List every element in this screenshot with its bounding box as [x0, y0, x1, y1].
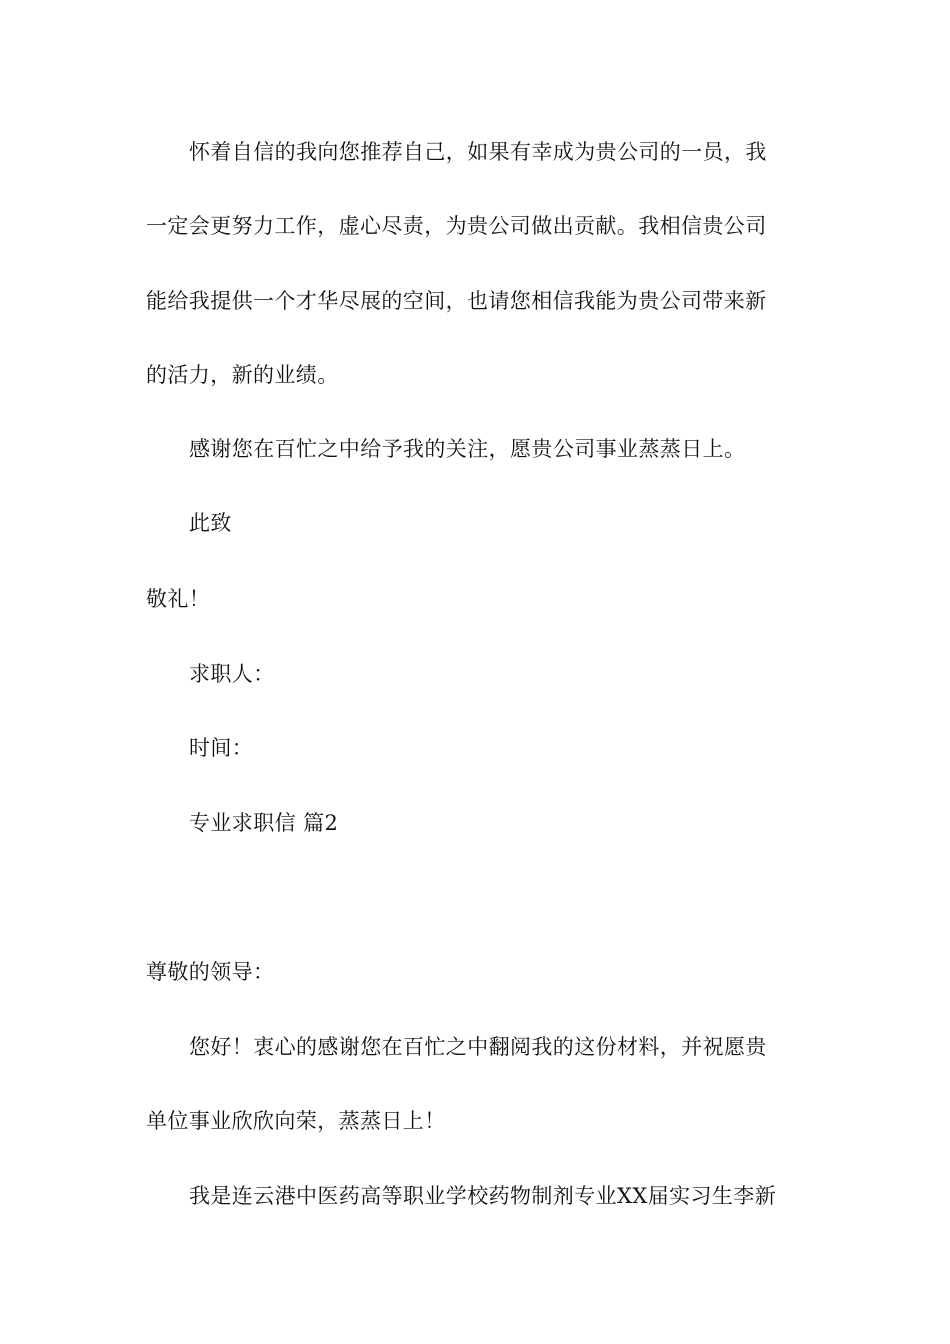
paragraph-line: 我是连云港中医药高等职业学校药物制剂专业XX届实习生李新 — [189, 1184, 777, 1208]
paragraph-line: 能给我提供一个才华尽展的空间，也请您相信我能为贵公司带来新 — [146, 289, 767, 313]
paragraph-line: 您好！衷心的感谢您在百忙之中翻阅我的这份材料，并祝愿贵 — [189, 1035, 767, 1059]
section-title: 专业求职信 篇2 — [189, 811, 339, 835]
closing-salutation: 此致 — [189, 511, 232, 535]
paragraph-line: 一定会更努力工作，虚心尽责，为贵公司做出贡献。我相信贵公司 — [146, 214, 767, 238]
paragraph-line: 的活力，新的业绩。 — [146, 363, 339, 387]
closing-respect: 敬礼！ — [146, 587, 211, 611]
greeting: 尊敬的领导： — [146, 960, 275, 984]
paragraph-line: 单位事业欣欣向荣，蒸蒸日上！ — [146, 1109, 446, 1133]
date-label: 时间： — [189, 736, 254, 760]
paragraph-line: 感谢您在百忙之中给予我的关注，愿贵公司事业蒸蒸日上。 — [189, 437, 746, 461]
paragraph-line: 怀着自信的我向您推荐自己，如果有幸成为贵公司的一员，我 — [189, 140, 767, 164]
applicant-label: 求职人： — [189, 662, 275, 686]
